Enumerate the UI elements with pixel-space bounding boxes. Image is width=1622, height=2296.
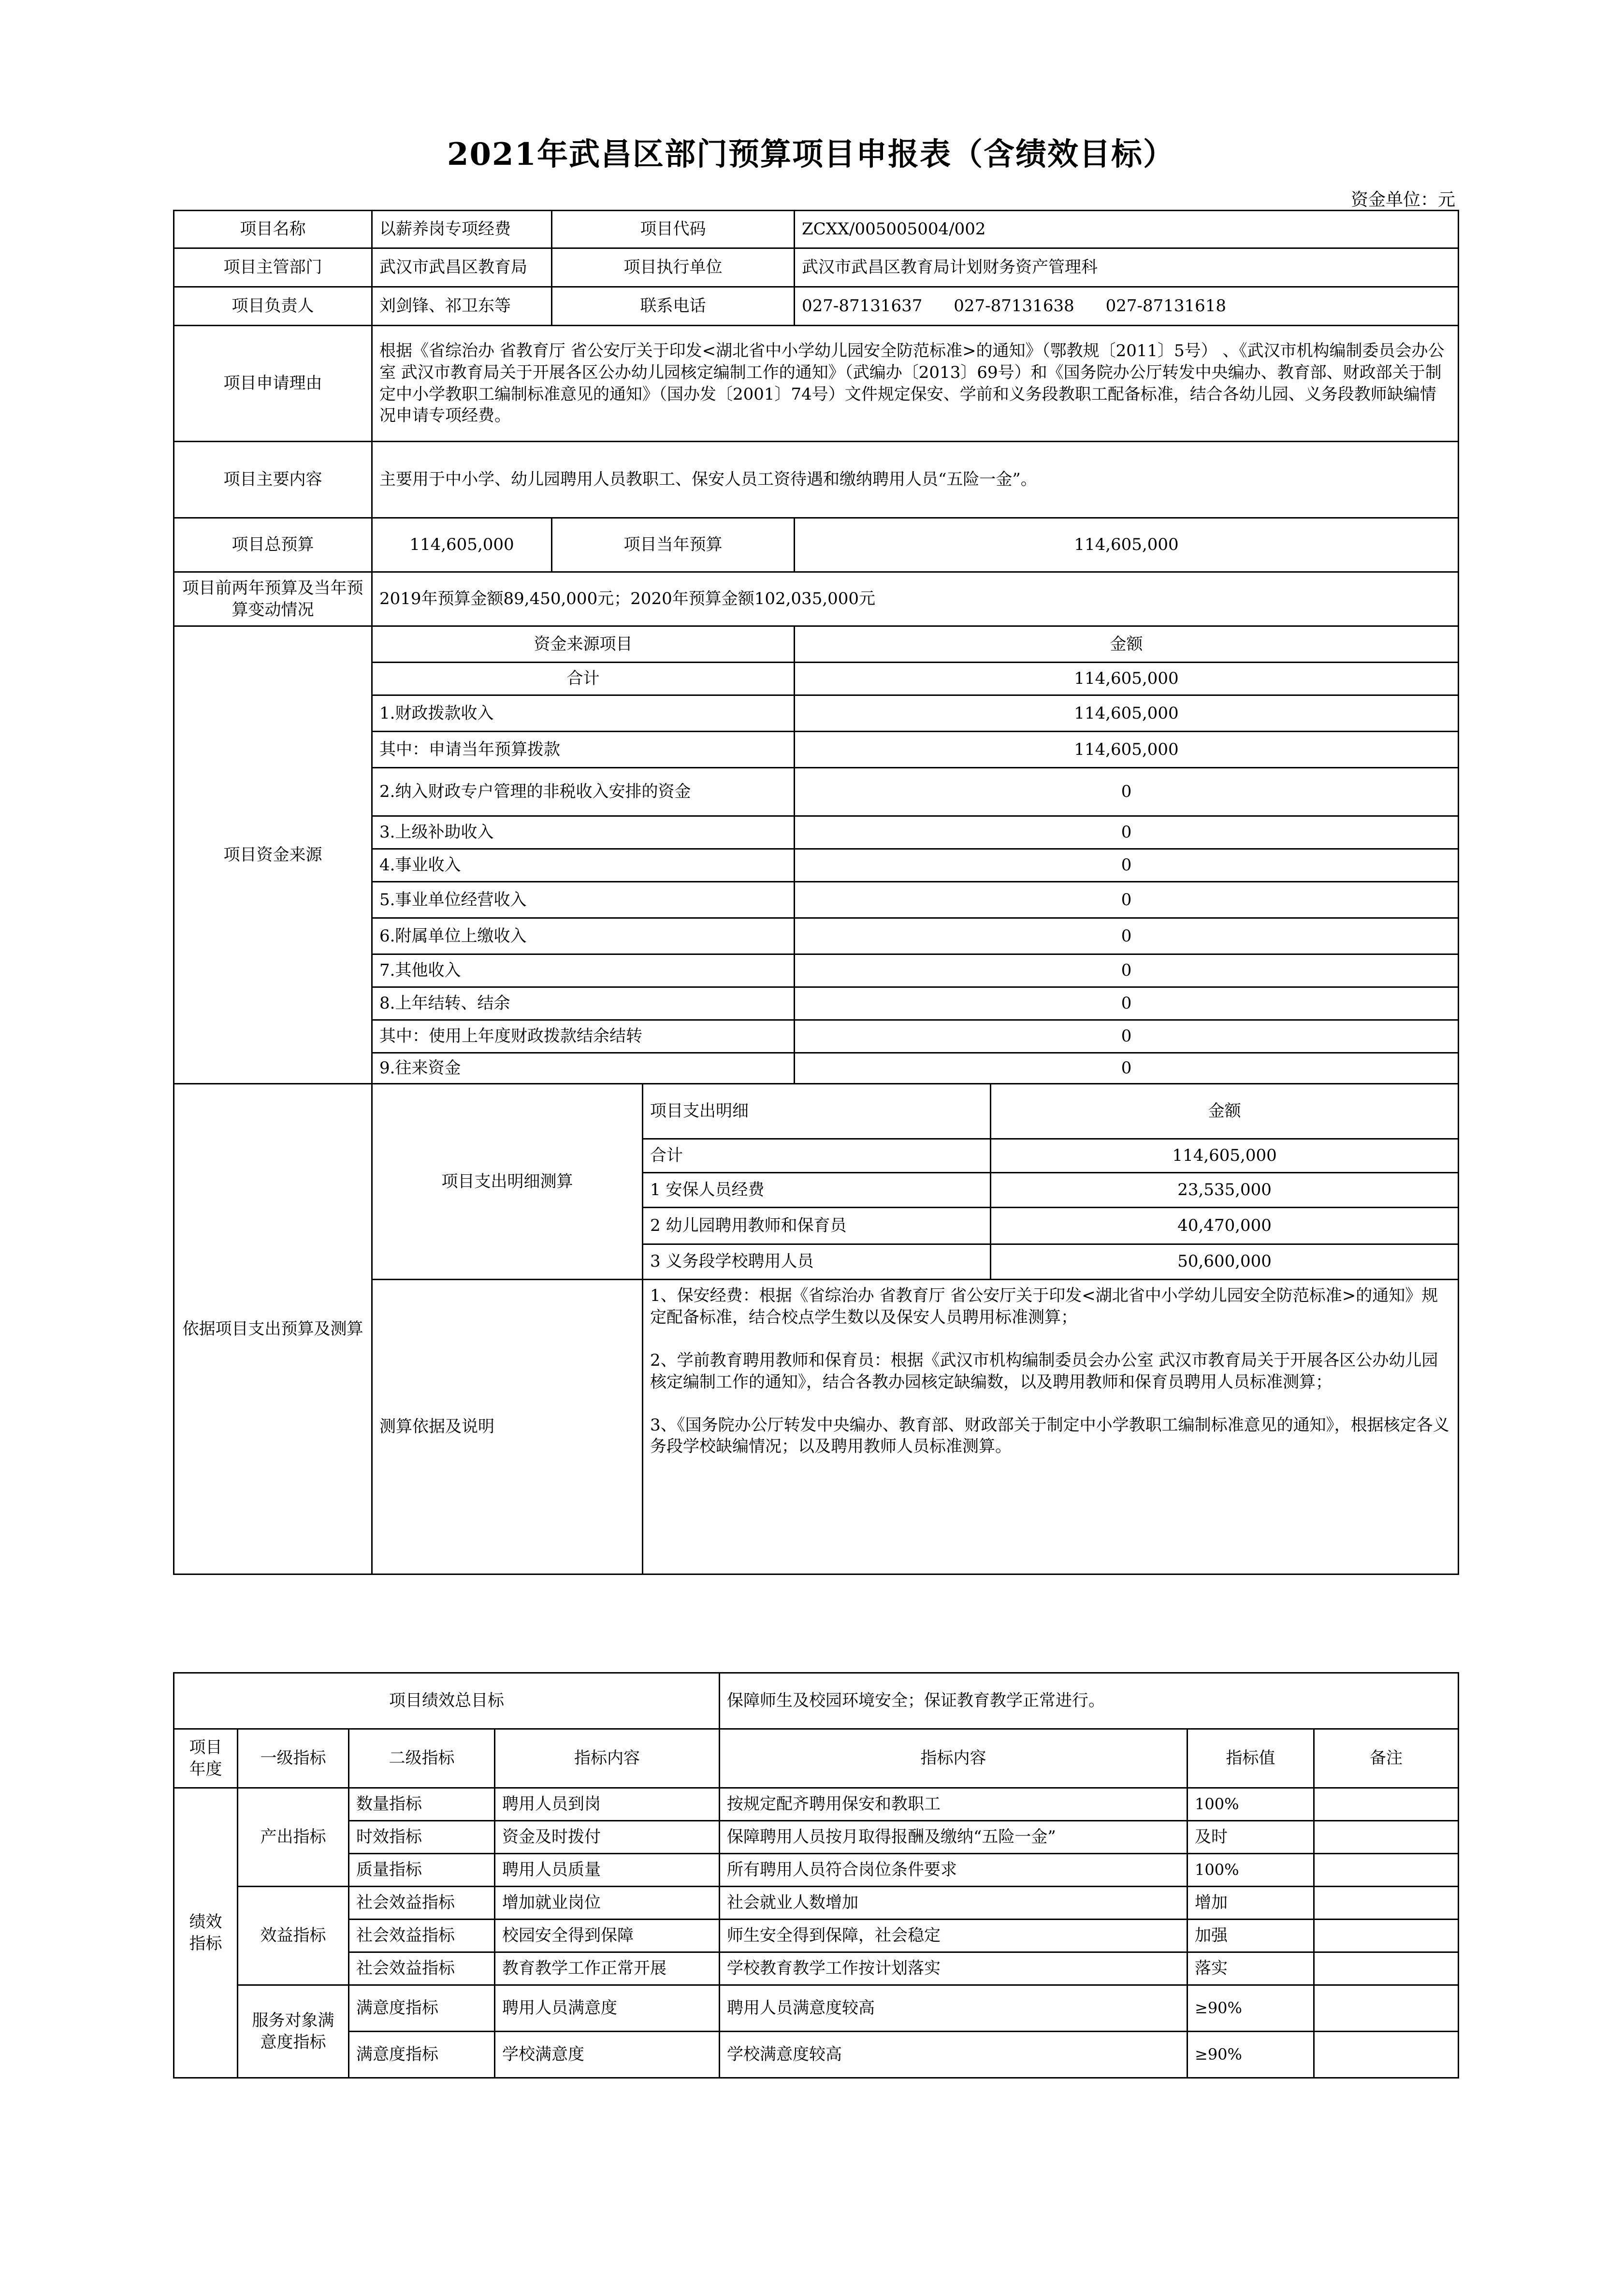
goal-label: 项目绩效总目标 <box>174 1673 720 1729</box>
indicator-value: 及时 <box>1188 1821 1314 1854</box>
funding-amount: 114,605,000 <box>795 663 1459 695</box>
indicator-note <box>1314 1887 1459 1920</box>
output-indicator-label: 产出指标 <box>238 1788 349 1887</box>
project-name-label: 项目名称 <box>174 211 372 248</box>
indicator-value: 落实 <box>1188 1952 1314 1985</box>
department-value: 武汉市武昌区教育局 <box>372 248 552 287</box>
performance-indicator-label: 绩效指标 <box>174 1788 238 2078</box>
indicator-note <box>1314 2032 1459 2078</box>
year-budget-value: 114,605,000 <box>795 518 1459 572</box>
department-label: 项目主管部门 <box>174 248 372 287</box>
indicator-detail: 学校教育教学工作按计划落实 <box>720 1952 1188 1985</box>
indicator-level2: 社会效益指标 <box>349 1920 495 1952</box>
content-label: 项目主要内容 <box>174 442 372 518</box>
row-budget <box>174 518 1459 572</box>
indicator-value: ≥90% <box>1188 2032 1314 2078</box>
goal-row <box>174 1673 1459 1729</box>
indicator-row <box>174 2032 1459 2078</box>
header-year: 项目年度 <box>174 1729 238 1788</box>
indicator-level2: 时效指标 <box>349 1821 495 1854</box>
expense-col-amount: 金额 <box>991 1084 1458 1139</box>
indicator-detail: 学校满意度较高 <box>720 2032 1188 2078</box>
project-name-value: 以薪养岗专项经费 <box>372 211 552 248</box>
currency-unit: 资金单位：元 <box>1350 190 1455 210</box>
indicator-content: 聘用人员质量 <box>495 1854 720 1887</box>
funding-item: 3.上级补助收入 <box>372 816 795 849</box>
indicator-detail: 按规定配齐聘用保安和教职工 <box>720 1788 1188 1821</box>
project-application-table <box>173 210 1459 1575</box>
indicator-value: 100% <box>1188 1788 1314 1821</box>
funding-item: 7.其他收入 <box>372 954 795 987</box>
funding-amount: 0 <box>795 816 1459 849</box>
row-reason <box>174 326 1459 442</box>
header-level1: 一级指标 <box>238 1729 349 1788</box>
indicator-level2: 质量指标 <box>349 1854 495 1887</box>
leader-label: 项目负责人 <box>174 287 372 326</box>
expense-amount: 50,600,000 <box>991 1244 1458 1279</box>
indicator-content: 学校满意度 <box>495 2032 720 2078</box>
expense-basis-label: 依据项目支出预算及测算 <box>174 1084 372 1574</box>
funding-amount: 0 <box>795 768 1459 816</box>
basis-item-security: 1、保安经费：根据《省综治办 省教育厅 省公安厅关于印发<湖北省中小学幼儿园安全防范标准>的通知》规定配备标准，结合校点学生数以及保安人员聘用标准测算； <box>650 1286 1438 1327</box>
goal-value: 保障师生及校园环境安全；保证教育教学正常进行。 <box>720 1673 1459 1729</box>
indicator-row <box>174 1887 1459 1920</box>
basis-item-compulsory: 3、《国务院办公厅转发中央编办、教育部、财政部关于制定中小学教职工编制标准意见的通知》，根据核定各义务段学校缺编情况；以及聘用教师人员标准测算。 <box>650 1415 1449 1457</box>
indicator-note <box>1314 1788 1459 1821</box>
row-leader <box>174 287 1459 326</box>
funding-item: 2.纳入财政专户管理的非税收入安排的资金 <box>372 768 795 816</box>
funding-item: 5.事业单位经营收入 <box>372 882 795 918</box>
previous-budget-label: 项目前两年预算及当年预算变动情况 <box>174 572 372 626</box>
indicator-row <box>174 1920 1459 1952</box>
indicator-content: 增加就业岗位 <box>495 1887 720 1920</box>
funding-amount: 0 <box>795 882 1459 918</box>
indicator-content: 资金及时拨付 <box>495 1821 720 1854</box>
indicator-detail: 保障聘用人员按月取得报酬及缴纳“五险一金” <box>720 1821 1188 1854</box>
funding-amount: 0 <box>795 1020 1459 1053</box>
expense-detail-table <box>643 1084 1458 1279</box>
satisfaction-indicator-label: 服务对象满意度指标 <box>238 1985 349 2078</box>
expense-amount: 40,470,000 <box>991 1207 1458 1244</box>
indicator-level2: 数量指标 <box>349 1788 495 1821</box>
funding-amount: 0 <box>795 849 1459 882</box>
page-title: 2021年武昌区部门预算项目申报表（含绩效目标） <box>447 136 1175 173</box>
expense-col-item: 项目支出明细 <box>643 1084 991 1139</box>
header-note: 备注 <box>1314 1729 1459 1788</box>
previous-budget-value: 2019年预算金额89,450,000元；2020年预算金额102,035,000元 <box>372 572 1459 626</box>
indicator-row <box>174 1854 1459 1887</box>
indicator-note <box>1314 1821 1459 1854</box>
performance-table <box>173 1672 1459 2079</box>
indicator-level2: 满意度指标 <box>349 2032 495 2078</box>
expense-item: 2 幼儿园聘用教师和保育员 <box>643 1207 991 1244</box>
indicator-content: 校园安全得到保障 <box>495 1920 720 1952</box>
indicator-header-row <box>174 1729 1459 1788</box>
indicator-content: 教育教学工作正常开展 <box>495 1952 720 1985</box>
total-budget-value: 114,605,000 <box>372 518 552 572</box>
funding-item: 6.附属单位上缴收入 <box>372 918 795 954</box>
reason-label: 项目申请理由 <box>174 326 372 442</box>
expense-item: 1 安保人员经费 <box>643 1172 991 1207</box>
basis-explanation-value <box>643 1280 1459 1574</box>
content-value: 主要用于中小学、幼儿园聘用人员教职工、保安人员工资待遇和缴纳聘用人员“五险一金”。 <box>372 442 1459 518</box>
funding-item: 8.上年结转、结余 <box>372 987 795 1020</box>
indicator-detail: 社会就业人数增加 <box>720 1887 1188 1920</box>
funding-item: 4.事业收入 <box>372 849 795 882</box>
funding-amount: 0 <box>795 1053 1459 1084</box>
expense-amount: 114,605,000 <box>991 1139 1458 1172</box>
indicator-detail: 聘用人员满意度较高 <box>720 1985 1188 2032</box>
expense-item: 3 义务段学校聘用人员 <box>643 1244 991 1279</box>
row-department <box>174 248 1459 287</box>
indicator-value: 加强 <box>1188 1920 1314 1952</box>
funding-header-row <box>174 626 1459 663</box>
executing-unit-label: 项目执行单位 <box>552 248 795 287</box>
header-value: 指标值 <box>1188 1729 1314 1788</box>
funding-amount: 0 <box>795 987 1459 1020</box>
indicator-content: 聘用人员到岗 <box>495 1788 720 1821</box>
funding-item: 9.往来资金 <box>372 1053 795 1084</box>
header-level2: 二级指标 <box>349 1729 495 1788</box>
funding-col-amount: 金额 <box>795 626 1459 663</box>
funding-item: 合计 <box>372 663 795 695</box>
indicator-level2: 满意度指标 <box>349 1985 495 2032</box>
indicator-note <box>1314 1985 1459 2032</box>
funding-item: 其中：申请当年预算拨款 <box>372 732 795 768</box>
indicator-note <box>1314 1952 1459 1985</box>
leader-value: 刘剑锋、祁卫东等 <box>372 287 552 326</box>
basis-item-preschool: 2、学前教育聘用教师和保育员：根据《武汉市机构编制委员会办公室 武汉市教育局关于开展各区公办幼儿园核定编制工作的通知》，结合各教办园核定缺编数，以及聘用教师和保育员聘用人员标准测算； <box>650 1350 1438 1392</box>
indicator-detail: 所有聘用人员符合岗位条件要求 <box>720 1854 1188 1887</box>
row-content <box>174 442 1459 518</box>
row-project-name <box>174 211 1459 248</box>
basis-explanation-label: 测算依据及说明 <box>372 1280 643 1574</box>
funding-amount: 0 <box>795 954 1459 987</box>
indicator-row <box>174 1952 1459 1985</box>
row-previous-budget <box>174 572 1459 626</box>
indicator-detail: 师生安全得到保障，社会稳定 <box>720 1920 1188 1952</box>
benefit-indicator-label: 效益指标 <box>238 1887 349 1985</box>
indicator-note <box>1314 1920 1459 1952</box>
header-content-detail: 指标内容 <box>720 1729 1188 1788</box>
year-budget-label: 项目当年预算 <box>552 518 795 572</box>
project-code-label: 项目代码 <box>552 211 795 248</box>
funding-source-label: 项目资金来源 <box>174 626 372 1084</box>
project-code-value: ZCXX/005005004/002 <box>795 211 1459 248</box>
funding-col-item: 资金来源项目 <box>372 626 795 663</box>
expense-detail-label: 项目支出明细测算 <box>372 1084 643 1280</box>
funding-item: 1.财政拨款收入 <box>372 695 795 732</box>
phone-value: 027-87131637 027-87131638 027-87131618 <box>795 287 1459 326</box>
header-content: 指标内容 <box>495 1729 720 1788</box>
indicator-row <box>174 1821 1459 1854</box>
executing-unit-value: 武汉市武昌区教育局计划财务资产管理科 <box>795 248 1459 287</box>
funding-amount: 0 <box>795 918 1459 954</box>
indicator-value: 100% <box>1188 1854 1314 1887</box>
expense-amount: 23,535,000 <box>991 1172 1458 1207</box>
indicator-value: 增加 <box>1188 1887 1314 1920</box>
total-budget-label: 项目总预算 <box>174 518 372 572</box>
expense-detail-cell <box>643 1084 1459 1280</box>
indicator-content: 聘用人员满意度 <box>495 1985 720 2032</box>
indicator-row <box>174 1985 1459 2032</box>
indicator-value: ≥90% <box>1188 1985 1314 2032</box>
funding-item: 其中：使用上年度财政拨款结余结转 <box>372 1020 795 1053</box>
expense-detail-row <box>174 1084 1459 1280</box>
funding-amount: 114,605,000 <box>795 695 1459 732</box>
indicator-note <box>1314 1854 1459 1887</box>
indicator-level2: 社会效益指标 <box>349 1952 495 1985</box>
phone-label: 联系电话 <box>552 287 795 326</box>
expense-item: 合计 <box>643 1139 991 1172</box>
indicator-row <box>174 1788 1459 1821</box>
reason-value: 根据《省综治办 省教育厅 省公安厅关于印发<湖北省中小学幼儿园安全防范标准>的通知》（鄂教规〔2011〕5号） 、《武汉市机构编制委员会办公室 武汉市教育局关于开展各区公办幼儿园核定编制工作的通知》（武编办〔2013〕69号）和《国务院办公厅转发中央编办、教育部、财政部关于制定中小学教职工编制标准意见的通知》（国办发〔2001〕74号）文件规定保安、学前和义务段教职工配备标准，结合各幼儿园、义务段教师缺编情况申请专项经费。 <box>372 326 1459 442</box>
indicator-level2: 社会效益指标 <box>349 1887 495 1920</box>
funding-amount: 114,605,000 <box>795 732 1459 768</box>
